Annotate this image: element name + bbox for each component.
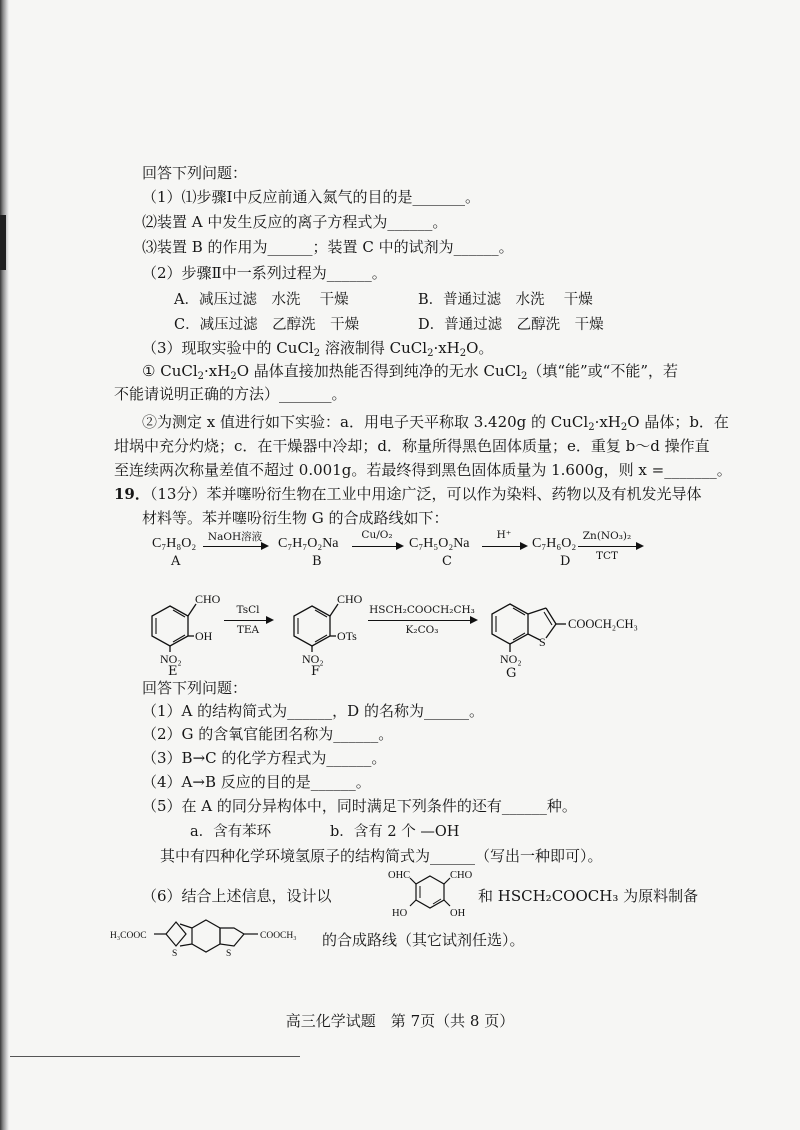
q18-part3-pre: （3）现取实验中的 CuCl <box>142 339 314 357</box>
q19-line2: 材料等。苯并噻吩衍生物 G 的合成路线如下： <box>142 509 449 527</box>
q18-sub1-line1: ① $CuCl_2\cdot xH_2O$ 晶体直接加热能否得到纯净的无水 CuCl$_2$（填“能”或“不能”，若 <box>142 362 679 382</box>
q18-part3-post2: ·xH <box>433 339 460 357</box>
q19-sub5-cond-a: a．含有苯环 <box>190 824 272 840</box>
q18-option-d: D．普通过滤 乙醇洗 干燥 <box>418 317 604 333</box>
sm-group-ohc: OHC <box>388 870 411 881</box>
q19-sub5: （5）在 A 的同分异构体中，同时满足下列条件的还有______种。 <box>142 797 577 815</box>
compound-e-structure <box>140 588 220 670</box>
q18-option-a: A．减压过滤 水洗 干燥 <box>174 292 349 308</box>
q18-sub2-line2: 坩埚中充分灼烧；c．在干燥器中冷却；d．称量所得黑色固体质量；e．重复 b～d 操作直 <box>114 437 710 455</box>
g-group-ester: COOCH₂CH₃ <box>568 617 638 631</box>
reagent-4-bottom: TCT <box>595 550 619 562</box>
q18-intro: 回答下列问题： <box>142 164 248 182</box>
arrow-3 <box>482 546 526 547</box>
q19-intro: 回答下列问题： <box>142 679 248 697</box>
target-group-s1: S <box>172 949 178 959</box>
compound-a-formula: C₇H₈O₂ <box>152 536 197 551</box>
compound-g-structure <box>484 590 674 672</box>
q18-sub2-text3: O 晶体；b．在 <box>627 413 729 431</box>
target-group-right: COOCH₃ <box>260 931 297 941</box>
scan-mark <box>0 215 6 270</box>
q19-sub1: （1）A 的结构简式为______，D 的名称为______。 <box>142 702 484 720</box>
arrow-2 <box>352 546 402 547</box>
reagent-6-bottom: K₂CO₃ <box>405 624 439 636</box>
q18-option-c: C．减压过滤 乙醇洗 干燥 <box>174 317 360 333</box>
compound-b-label: B <box>312 554 322 569</box>
q18-sub2-text2: ·xH <box>594 413 621 431</box>
q18-sub1-text2: ·xH <box>204 362 231 380</box>
e-group-oh: OH <box>195 629 213 643</box>
q18-part1b: ⑵装置 A 中发生反应的离子方程式为______。 <box>142 213 448 231</box>
target-group-left: H₃COOC <box>110 931 147 941</box>
compound-a-label: A <box>171 554 181 569</box>
q18-sub2-text1: ②为测定 x 值进行如下实验：a．用电子天平称取 3.420g 的 CuCl <box>142 413 589 431</box>
q18-part2: （2）步骤Ⅱ中一系列过程为______。 <box>142 264 387 282</box>
target-group-s2: S <box>226 949 232 959</box>
q18-sub1-text1: ① CuCl <box>142 362 198 380</box>
page-footer: 高三化学试题 第 7页（共 8 页） <box>285 1012 515 1030</box>
q18-sub1-text3: O 晶体直接加热能否得到纯净的无水 CuCl <box>236 362 521 380</box>
q18-sub2-line1: ②为测定 x 值进行如下实验：a．用电子天平称取 3.420g 的 $CuCl_2\cdot xH_2O$ 晶体；b．在 <box>142 413 729 433</box>
compound-d-label: D <box>560 554 571 569</box>
q18-sub2-line3: 至连续两次称量差值不超过 0.001g。若最终得到黑色固体质量为 1.600g，则 x =_______。 <box>114 461 732 479</box>
g-group-no2: NO₂ <box>500 652 522 666</box>
reagent-5-bottom: TEA <box>236 624 260 636</box>
e-group-no2: NO₂ <box>160 652 182 666</box>
reagent-4-top: Zn(NO₃)₂ <box>582 530 632 542</box>
g-group-s: S <box>539 635 546 649</box>
compound-c-formula: C₇H₅O₂Na <box>409 536 470 551</box>
sm-group-cho: CHO <box>450 870 473 881</box>
compound-g-label: G <box>506 666 517 681</box>
q19-title <box>114 484 702 504</box>
q19-sub6-text3: 的合成路线（其它试剂任选）。 <box>322 931 525 949</box>
target-molecule-structure <box>110 912 330 960</box>
compound-f-label: F <box>311 664 321 679</box>
compound-b-formula: C₇H₇O₂Na <box>278 536 339 551</box>
q19-sub6-text2: 和 HSCH₂COOCH₃ 为原料制备 <box>478 887 699 905</box>
q19-line1: （13分）苯并噻吩衍生物在工业中用途广泛，可以作为染料、药物以及有机发光导体 <box>149 485 702 503</box>
q18-part3: （3）现取实验中的 CuCl$_2$ 溶液制得 $CuCl_2\cdot xH_2O$。 <box>142 339 494 359</box>
bottom-rule <box>10 1056 300 1057</box>
q19-sub3: （3）B→C 的化学方程式为______。 <box>142 749 387 767</box>
reagent-5-top: TsCl <box>236 604 260 616</box>
compound-d-formula: C₇H₆O₂ <box>532 536 577 551</box>
q18-sub1-text4: （填“能”或“不能”，若 <box>527 362 679 380</box>
q18-part1c: ⑶装置 B 的作用为______；装置 C 中的试剂为______。 <box>142 238 514 256</box>
q18-option-b: B．普通过滤 水洗 干燥 <box>418 292 593 308</box>
compound-f-structure <box>282 588 366 670</box>
q18-part3-end: O。 <box>466 339 494 357</box>
q18-part1a: （1）⑴步骤Ⅰ中反应前通入氮气的目的是_______。 <box>142 188 480 206</box>
q18-sub1-line2: 不能请说明正确的方法）_______。 <box>114 385 347 403</box>
arrow-1 <box>203 546 267 547</box>
q19-sub6-text1: （6）结合上述信息，设计以 <box>142 887 332 905</box>
scan-edge <box>0 0 9 1130</box>
q19-sub5-note: 其中有四种化学环境氢原子的结构简式为______（写出一种即可）。 <box>160 847 603 865</box>
sm-group-oh: OH <box>450 908 466 919</box>
reagent-6-top: HSCH₂COOCH₂CH₃ <box>369 604 475 616</box>
q18-part3-post: 溶液制得 CuCl <box>320 339 428 357</box>
q19-number: 19． <box>114 485 150 503</box>
reagent-1: NaOH溶液 <box>207 531 263 543</box>
reagent-2: Cu/O₂ <box>361 529 393 541</box>
f-group-cho: CHO <box>337 592 363 606</box>
arrow-6 <box>368 620 476 621</box>
f-group-ots: OTs <box>337 629 357 643</box>
arrow-4 <box>578 546 642 547</box>
compound-c-label: C <box>442 554 452 569</box>
q19-sub2: （2）G 的含氧官能团名称为______。 <box>142 725 394 743</box>
sm-group-ho: HO <box>392 908 408 919</box>
compound-e-label: E <box>168 664 178 679</box>
q19-sub4: （4）A→B 反应的目的是______。 <box>142 773 371 791</box>
q19-sub5-cond-b: b．含有 2 个 —OH <box>330 824 460 840</box>
reagent-3: H⁺ <box>496 529 512 541</box>
arrow-5 <box>224 620 272 621</box>
starting-material-structure <box>380 866 480 926</box>
e-group-cho: CHO <box>195 592 221 606</box>
f-group-no2: NO₂ <box>302 652 324 666</box>
